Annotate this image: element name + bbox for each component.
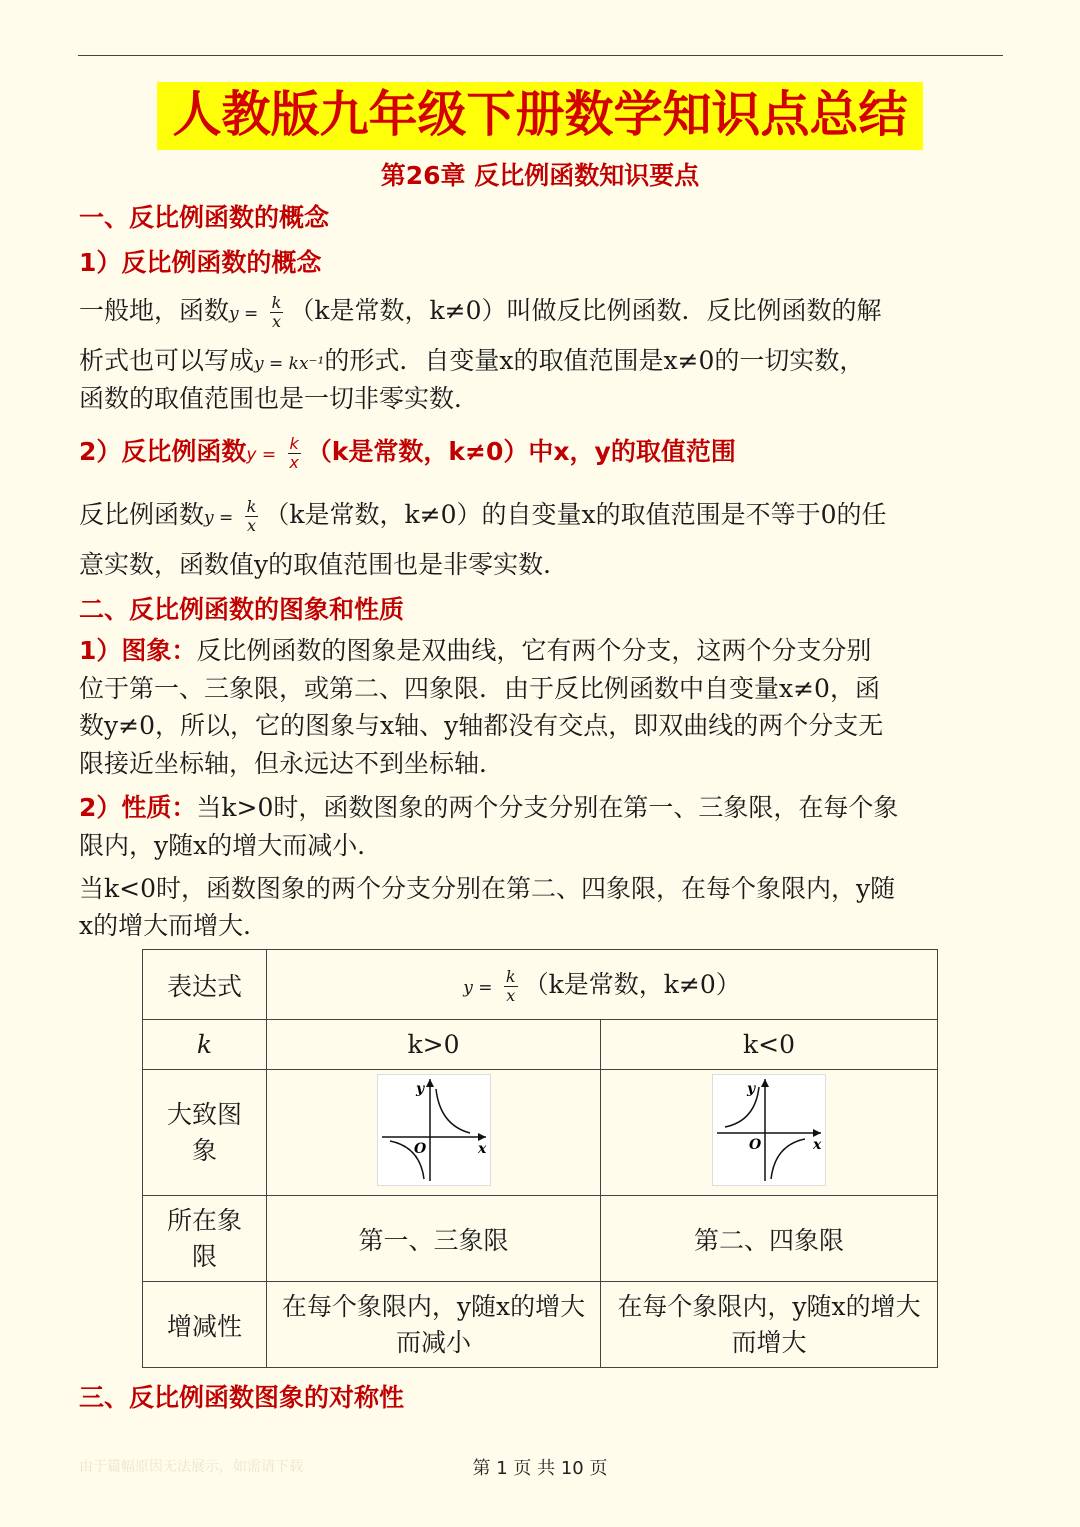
property-line-3: 当k<0时，函数图象的两个分支分别在第二、四象限，在每个象限内，y随: [79, 874, 896, 903]
section-3-heading: 三、反比例函数图象的对称性: [79, 1383, 405, 1412]
paragraph-1-line-2: 析式也可以写成y = kx⁻¹的形式．自变量x的取值范围是x≠0的一切实数，: [79, 346, 865, 375]
properties-table: [142, 949, 938, 1368]
graph-para-line-2: 位于第一、三象限，或第二、四象限．由于反比例函数中自变量x≠0，函: [79, 674, 880, 703]
table-row-head-monotonicity: 增减性: [143, 1282, 267, 1368]
table-row: [143, 1282, 938, 1368]
svg-text:O: O: [749, 1137, 762, 1153]
graph-para-line-3: 数y≠0，所以，它的图象与x轴、y轴都没有交点，即双曲线的两个分支无: [79, 711, 884, 740]
section-2-heading: 二、反比例函数的图象和性质: [79, 595, 405, 624]
table-cell-monotonicity-positive: 在每个象限内，y随x的增大而减小: [267, 1282, 601, 1368]
svg-text:y: y: [747, 1081, 756, 1097]
watermark-text: 由于篇幅原因无法展示，如需请下载: [79, 1459, 303, 1475]
table-row: [143, 1020, 938, 1070]
graph-para-line-4: 限接近坐标轴，但永远达不到坐标轴．: [79, 749, 505, 778]
svg-text:x: x: [813, 1137, 822, 1153]
table-row-head-quadrant: 所在象限: [143, 1196, 267, 1282]
top-rule: [78, 55, 1003, 56]
paragraph-1-line-1: 一般地，函数y = $\frac{k}{x}$ （k是常数，k≠0）叫做反比例函数．反比例函数的解: [79, 293, 882, 331]
property-line-2: 限内，y随x的增大而减小．: [79, 831, 383, 860]
table-row-head-k: k: [143, 1020, 267, 1070]
hyperbola-positive-graph: [378, 1075, 490, 1185]
table-cell-graph-negative: [601, 1070, 938, 1196]
fraction-k-over-x: $\frac{k}{x}$: [271, 293, 282, 331]
table-row: [143, 1196, 938, 1282]
property-line-4: x的增大而增大．: [79, 911, 269, 940]
page-title: 人教版九年级下册数学知识点总结: [172, 86, 908, 143]
table-row: [143, 1070, 938, 1196]
table-cell-graph-positive: [267, 1070, 601, 1196]
table-cell-quadrant-positive: 第一、三象限: [267, 1196, 601, 1282]
table-row-head-graph: 大致图象: [143, 1070, 267, 1196]
property-line-1: 2）性质：当k>0时，函数图象的两个分支分别在第一、三象限，在每个象: [79, 793, 899, 822]
svg-text:x: x: [477, 1141, 486, 1157]
paragraph-2-line-2: 意实数，函数值y的取值范围也是非零实数．: [79, 550, 569, 579]
chapter-heading: 第26章 反比例函数知识要点: [380, 161, 700, 190]
table-cell-quadrant-negative: 第二、四象限: [601, 1196, 938, 1282]
table-cell-k-positive: k>0: [267, 1020, 601, 1070]
svg-text:y: y: [415, 1081, 424, 1097]
table-row: [143, 950, 938, 1020]
svg-text:O: O: [413, 1141, 426, 1157]
table-expression-cell: y = $\frac{k}{x}$ （k是常数，k≠0）: [267, 950, 938, 1020]
subsection-2-heading: 2）反比例函数y = $\frac{k}{x}$ （k是常数，k≠0）中x，y的取值范围: [79, 433, 736, 472]
graph-para-line-1: 1）图象：反比例函数的图象是双曲线，它有两个分支，这两个分支分别: [79, 636, 872, 665]
subsection-1-heading: 1）反比例函数的概念: [79, 248, 322, 277]
hyperbola-negative-graph: [713, 1075, 825, 1185]
table-cell-monotonicity-negative: 在每个象限内，y随x的增大而增大: [601, 1282, 938, 1368]
table-cell-k-negative: k<0: [601, 1020, 938, 1070]
section-1-heading: 一、反比例函数的概念: [79, 203, 330, 232]
paragraph-2-line-1: 反比例函数y = $\frac{k}{x}$ （k是常数，k≠0）的自变量x的取值范围是不等于0的任: [79, 497, 887, 535]
table-row-head-expression: 表达式: [143, 950, 267, 1020]
page-number: 第 1 页 共 10 页: [472, 1458, 608, 1479]
paragraph-1-line-3: 函数的取值范围也是一切非零实数．: [79, 384, 480, 413]
